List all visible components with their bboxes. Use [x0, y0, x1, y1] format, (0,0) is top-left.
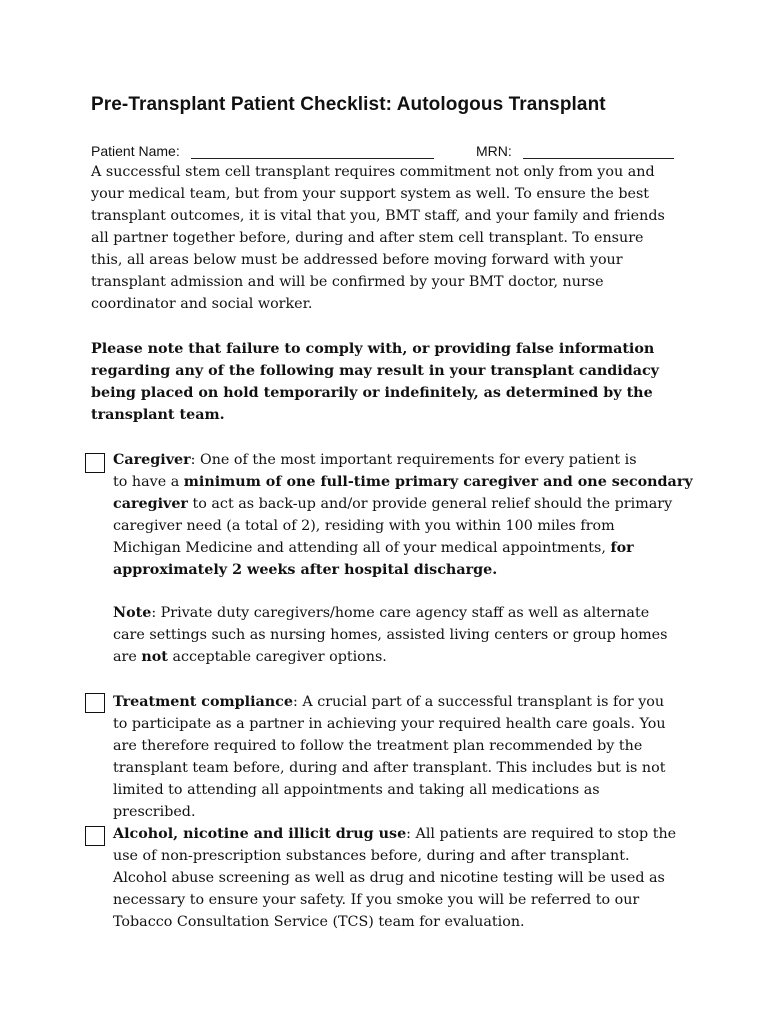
caregiver-line-5	[113, 537, 693, 559]
alcohol-heading: Alcohol, nicotine and illicit drug use	[113, 826, 407, 842]
note-line-1	[113, 602, 667, 624]
treatment-compliance-checkbox[interactable]	[85, 693, 105, 713]
caregiver-line-6	[113, 559, 693, 581]
alcohol-text: : All patients are required to stop the	[406, 826, 677, 842]
alcohol-nicotine-checkbox[interactable]	[85, 826, 105, 846]
caregiver-line-3	[113, 493, 693, 515]
page-title: Pre-Transplant Patient Checklist: Autologous Transplant	[91, 94, 606, 115]
caregiver-text: to act as back-up and/or provide general relief should the primary	[187, 496, 673, 512]
intro-paragraph	[91, 161, 665, 315]
patient-name-field[interactable]	[191, 158, 434, 159]
caregiver-line-1	[113, 449, 693, 471]
intro-line: transplant outcomes, it is vital that you, BMT staff, and your family and friends	[91, 208, 665, 224]
patient-name-label: Patient Name:	[91, 143, 180, 159]
caregiver-item	[113, 449, 693, 581]
intro-line: coordinator and social worker.	[91, 296, 313, 312]
caregiver-emphasis: minimum of one full-time primary caregiver and one secondary	[183, 474, 693, 490]
treatment-text: : A crucial part of a successful transplant is for you	[292, 694, 665, 710]
intro-line: all partner together before, during and after stem cell transplant. To ensure	[91, 230, 644, 246]
alcohol-line-1	[113, 823, 676, 845]
note-text: : Private duty caregivers/home care agency staff as well as alternate	[151, 605, 650, 621]
treatment-heading: Treatment compliance	[113, 694, 293, 710]
treatment-line: prescribed.	[113, 804, 196, 820]
caregiver-emphasis: approximately 2 weeks after hospital discharge.	[113, 562, 498, 578]
note-line-2: care settings such as nursing homes, assisted living centers or group homes	[113, 627, 668, 643]
caregiver-line-2	[113, 471, 693, 493]
note-label: Note	[113, 605, 152, 621]
note-emphasis: not	[141, 649, 168, 665]
warning-line: transplant team.	[91, 407, 225, 423]
treatment-line: are therefore required to follow the treatment plan recommended by the	[113, 738, 643, 754]
mrn-field[interactable]	[523, 158, 674, 159]
caregiver-heading: Caregiver	[113, 452, 191, 468]
note-text: are	[113, 649, 142, 665]
treatment-line: to participate as a partner in achieving your required health care goals. You	[113, 716, 666, 732]
alcohol-line: Alcohol abuse screening as well as drug and nicotine testing will be used as	[113, 870, 665, 886]
mrn-label: MRN:	[476, 143, 512, 159]
treatment-line: transplant team before, during and after transplant. This includes but is not	[113, 760, 666, 776]
note-line-3	[113, 646, 667, 668]
caregiver-line-4: caregiver need (a total of 2), residing with you within 100 miles from	[113, 518, 615, 534]
caregiver-text: : One of the most important requirements for every patient is	[190, 452, 637, 468]
alcohol-line: Tobacco Consultation Service (TCS) team for evaluation.	[113, 914, 525, 930]
alcohol-nicotine-item	[113, 823, 676, 933]
warning-line: Please note that failure to comply with, or providing false information	[91, 341, 655, 357]
warning-line: regarding any of the following may result in your transplant candidacy	[91, 363, 659, 379]
intro-line: A successful stem cell transplant requires commitment not only from you and	[91, 164, 655, 180]
caregiver-emphasis: for	[610, 540, 634, 556]
caregiver-text: to have a	[113, 474, 184, 490]
treatment-line-1	[113, 691, 666, 713]
caregiver-text: Michigan Medicine and attending all of your medical appointments,	[113, 540, 611, 556]
alcohol-line: use of non-prescription substances before, during and after transplant.	[113, 848, 630, 864]
intro-line: your medical team, but from your support system as well. To ensure the best	[91, 186, 650, 202]
warning-line: being placed on hold temporarily or indefinitely, as determined by the	[91, 385, 653, 401]
caregiver-note	[113, 602, 667, 668]
warning-paragraph	[91, 338, 659, 426]
treatment-line: limited to attending all appointments and taking all medications as	[113, 782, 600, 798]
caregiver-emphasis: caregiver	[113, 496, 188, 512]
intro-line: this, all areas below must be addressed before moving forward with your	[91, 252, 623, 268]
caregiver-checkbox[interactable]	[85, 453, 105, 473]
alcohol-line: necessary to ensure your safety. If you smoke you will be referred to our	[113, 892, 640, 908]
intro-line: transplant admission and will be confirmed by your BMT doctor, nurse	[91, 274, 604, 290]
treatment-compliance-item	[113, 691, 666, 823]
note-text: acceptable caregiver options.	[167, 649, 387, 665]
